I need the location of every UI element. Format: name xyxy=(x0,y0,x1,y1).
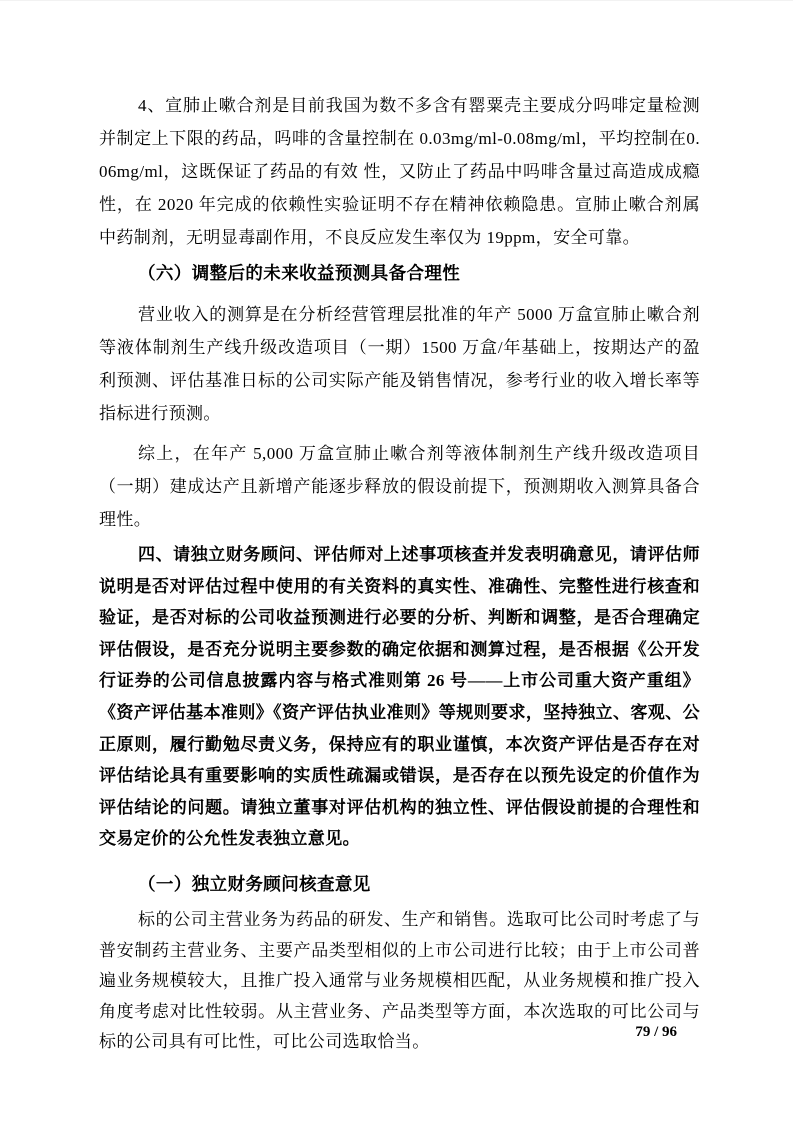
body-paragraph-conclusion: 综上，在年产 5,000 万盒宣肺止嗽合剂等液体制剂生产线升级改造项目（一期）建成达产且新增产能逐步释放的假设前提下，预测期收入测算具备合理性。 xyxy=(99,444,700,529)
section-heading-six: （六）调整后的未来收益预测具备合理性 xyxy=(138,263,461,283)
inquiry-paragraph-four: 四、请独立财务顾问、评估师对上述事项核查并发表明确意见，请评估师说明是否对评估过程中使用的有关资料的真实性、准确性、完整性进行核查和验证，是否对标的公司收益预测进行必要的分析、判断和调整，是否合理确定评估假设，是否充分说明主要参数的确定依据和测算过程，是否根据《公开发行证券的公司信息披露内容与格式准则第 26 号——上市公司重大资产重组》《资产评估基本准则》《资产评估执业准则》等规则要求，坚持独立、客观、公正原则，履行勤勉尽责义务，保持应有的职业谨慎，本次资产评估是否存在对评估结论具有重要影响的实质性疏漏或错误，是否存在以预先设定的价值作为评估结论的问题。请独立董事对评估机构的独立性、评估假设前提的合理性和交易定价的公允性发表独立意见。 xyxy=(99,545,700,849)
body-paragraph-revenue-forecast: 营业收入的测算是在分析经营管理层批准的年产 5000 万盒宣肺止嗽合剂等液体制剂生产线升级改造项目（一期）1500 万盒/年基础上，按期达产的盈利预测、评估基准日标的公司实际产能及销售情况，参考行业的收入增长率等指标进行预测。 xyxy=(99,305,700,423)
page-number: 79 / 96 xyxy=(635,1024,677,1040)
section-heading-one: （一）独立财务顾问核查意见 xyxy=(138,873,371,894)
document-content xyxy=(99,89,700,1058)
body-paragraph-advisor-opinion: 标的公司主营业务为药品的研发、生产和销售。选取可比公司时考虑了与普安制药主营业务、主要产品类型相似的上市公司进行比较；由于上市公司普遍业务规模较大，且推广投入通常与业务规模相匹配，从业务规模和推广投入角度考虑对比性较弱。从主营业务、产品类型等方面，本次选取的可比公司与标的公司具有可比性，可比公司选取恰当。 xyxy=(99,909,700,1052)
body-paragraph-drug-safety: 4、宣肺止嗽合剂是目前我国为数不多含有罂粟壳主要成分吗啡定量检测并制定上下限的药品，吗啡的含量控制在 0.03mg/ml-0.08mg/ml，平均控制在0.06mg/ml，这既保证了药品的有效 性，又防止了药品中吗啡含量过高造成成瘾性，在 2020 年完成的依赖性实验证明不存在精神依赖隐患。宣肺止嗽合剂属中药制剂，无明显毒副作用，不良反应发生率仅为 19ppm，安全可靠。 xyxy=(99,96,700,247)
page-footer xyxy=(0,1023,677,1041)
